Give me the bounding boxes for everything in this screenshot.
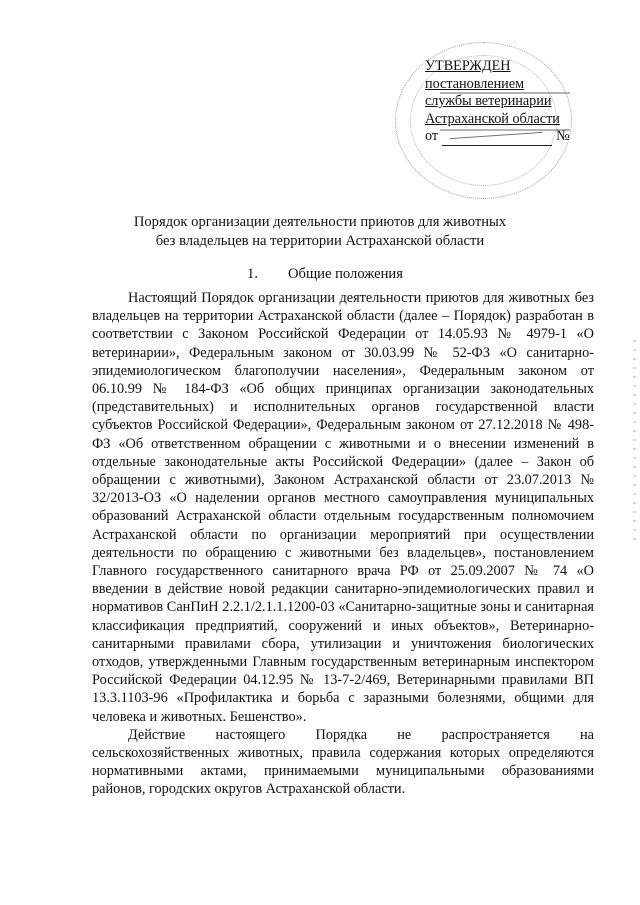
document-title — [60, 213, 580, 251]
approval-line: Астраханской области — [425, 110, 560, 127]
section-title: Общие положения — [287, 266, 403, 282]
approval-block — [425, 58, 600, 146]
handwritten-date-signature — [442, 131, 552, 146]
approval-number-sign: № — [556, 128, 570, 144]
approval-date-line — [425, 128, 600, 146]
paragraph: Действие настоящего Порядка не распространяется на сельскохозяйственных животных, правила содержания которых определяются нормативными актами, принимаемыми муниципальными образованиями районов, городских округов Астраханской области. — [92, 726, 594, 798]
title-line: Порядок организации деятельности приютов для животных — [133, 214, 507, 230]
document-body — [92, 289, 594, 799]
section-heading — [0, 266, 640, 283]
approval-date-prefix: от — [425, 128, 439, 144]
approval-line: службы ветеринарии — [425, 93, 552, 109]
section-number: 1. — [247, 266, 258, 282]
approval-heading: УТВЕРЖДЕН — [425, 58, 511, 74]
approval-line: постановлением — [425, 75, 525, 92]
title-line: без владельцев на территории Астраханской области — [155, 233, 485, 249]
scan-margin-marks — [633, 340, 636, 540]
paragraph: Настоящий Порядок организации деятельности приютов для животных без владельцев на территории Астраханской области (далее – Порядок) разработан в соответствии с Законом Российской Федерации от 14.05.93 № 4979-1 «О ветеринарии», Федеральным законом от 30.03.99 № 52-ФЗ «О санитарно-эпидемиологическом благополучии населения», Федеральным законом от 06.10.99 № 184-ФЗ «Об общих принципах организации законодательных (представительных) и исполнительных органов государственной власти субъектов Российской Федерации», Федеральным законом от 27.12.2018 № 498-ФЗ «Об ответственном обращении с животными и о внесении изменений в отдельные законодательные акты Российской Федерации» (далее – Закон об обращении с животными), Законом Астраханской области от 23.07.2013 № 32/2013-ОЗ «О наделении органов местного самоуправления муниципальных образований Астраханской области отдельным государственным полномочием Астраханской области по организации мероприятий при осуществлении деятельности по обращению с животными без владельцев», постановлением Главного государственного санитарного врача РФ от 25.09.2007 № 74 «О введении в действие новой редакции санитарно-эпидемиологических правил и нормативов СанПиН 2.2.1/2.1.1.1200-03 «Санитарно-защитные зоны и санитарная классификация предприятий, сооружений и иных объектов», Ветеринарно-санитарными правилами сбора, утилизации и уничтожения биологических отходов, утвержденными Главным государственным ветеринарным инспектором Российской Федерации 04.12.95 № 13-7-2/469, Ветеринарными правилами ВП 13.3.1103-96 «Профилактика и борьба с заразными болезнями, общими для человека и животных. Бешенство». — [92, 290, 594, 725]
